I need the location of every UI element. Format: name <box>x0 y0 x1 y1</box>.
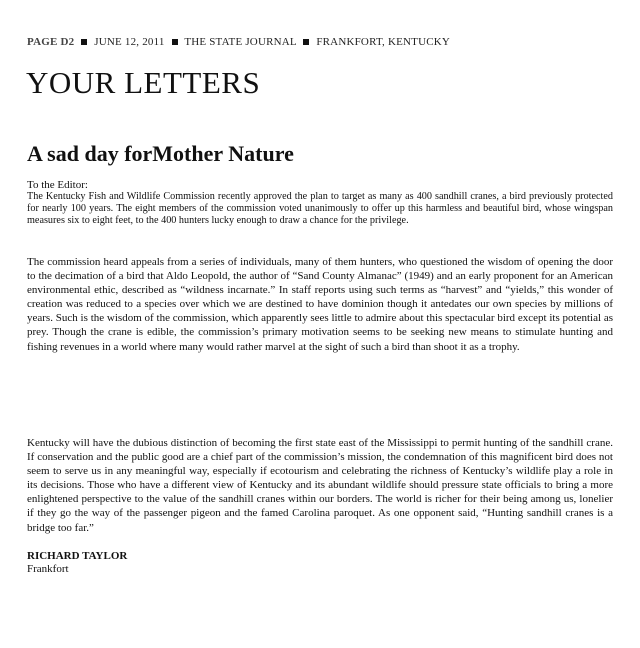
square-bullet-icon <box>303 39 309 45</box>
letter-headline: A sad day forMother Nature <box>27 141 294 166</box>
issue-date: JUNE 12, 2011 <box>94 36 165 48</box>
letter-paragraph-1: The Kentucky Fish and Wildlife Commission recently approved the plan to target as many as 400 sandhill cranes, a bird previously protected for nearly 100 years. The eight members of the commission voted unanimously to offer up this harmless and beautiful bird, whose wingspan measures six to eight feet, to the 400 hunters lucky enough to draw a chance for the privilege. <box>27 191 613 226</box>
letter-paragraph-2: The commission heard appeals from a series of individuals, many of them hunters, who questioned the wisdom of opening the door to the decimation of a bird that Aldo Leopold, the author of “Sand County Almanac” (1949) and an early proponent for an American environmental ethic, described as “wildness incarnate.” In staff reports using such terms as “harvest” and “yields,” this wonder of creation was reduced to a species over which we are destined to have dominion though it antedates our own species by millions of years. Such is the wisdom of the commission, which apparently sees little to admire about this spectacular bird except its potential as prey. Though the crane is edible, the commission’s primary motivation seems to be seeking new means to stimulate hunting and fishing revenues in a world where many would rather marvel at the sight of such a bird than shoot it as a trophy. <box>27 256 613 353</box>
author-name: RICHARD TAYLOR <box>27 550 128 562</box>
author-location: Frankfort <box>27 563 69 575</box>
signature-block <box>27 550 127 576</box>
square-bullet-icon <box>81 39 87 45</box>
page-number: PAGE D2 <box>27 36 75 48</box>
section-title: YOUR LETTERS <box>26 65 261 100</box>
letter-paragraph-3: Kentucky will have the dubious distinction of becoming the first state east of the Mississippi to permit hunting of the sandhill crane. If conservation and the public good are a chief part of the commission’s mission, the condemnation of this magnificent bird does not seem to serve us in any meaningful way, especially if ecotourism and celebrating the richness of Kentucky’s wildlife play a role in its decisions. Those who have a different view of Kentucky and its abundant wildlife should pressure state officials to bring a more enlightened perspective to the value of the sandhill cranes within our borders. The world is richer for their being among us, lonelier if they go the way of the passenger pigeon and the famed Carolina paroquet. As one opponent said, “Hunting sandhill cranes is a bridge too far.” <box>27 437 613 534</box>
masthead <box>27 36 614 48</box>
square-bullet-icon <box>172 39 178 45</box>
dateline-location: FRANKFORT, KENTUCKY <box>316 36 451 48</box>
salutation: To the Editor: <box>27 179 88 191</box>
newspaper-name: THE STATE JOURNAL <box>184 36 297 48</box>
